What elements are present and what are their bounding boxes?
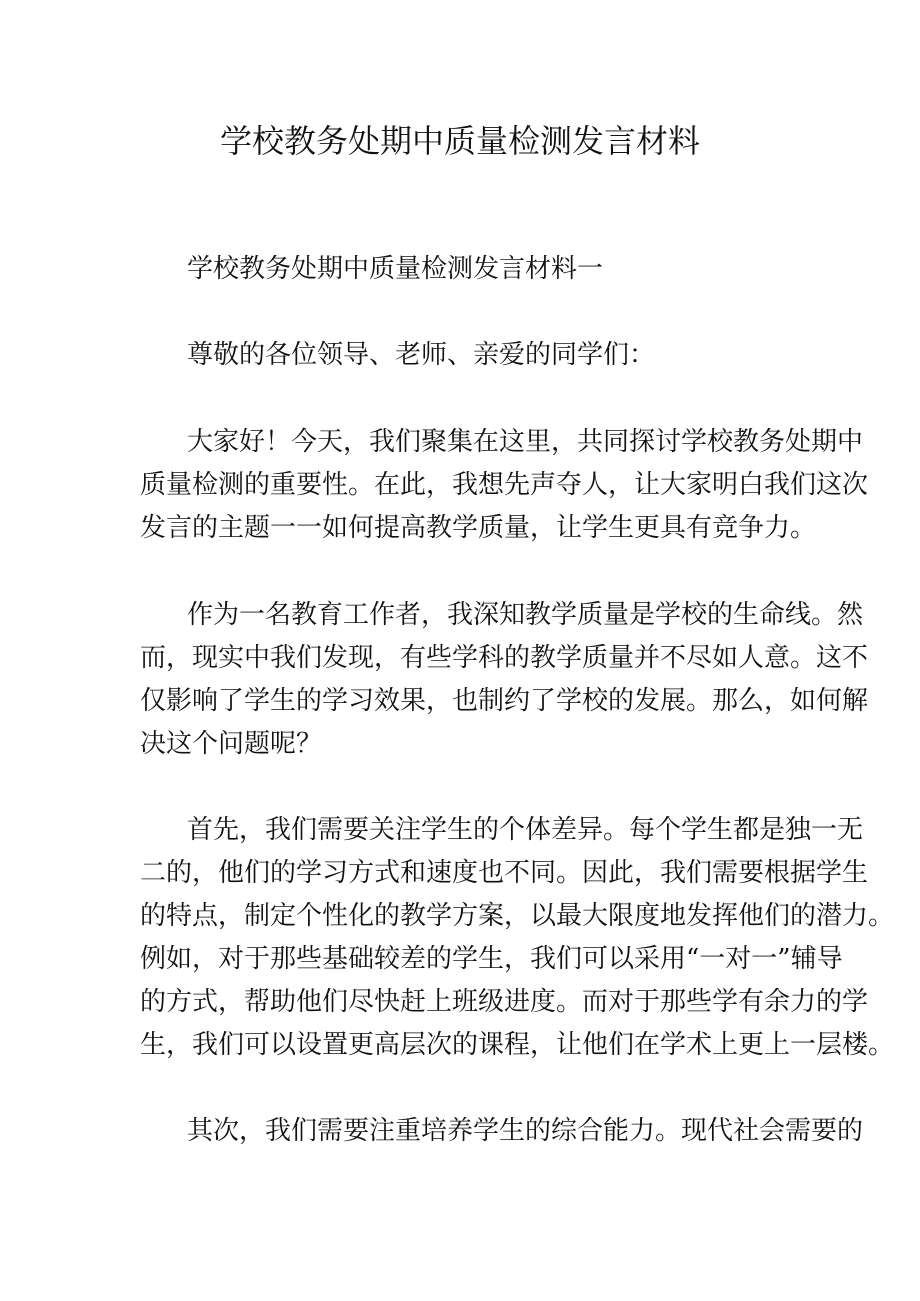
text-line: 的方式，帮助他们尽快赶上班级进度。而对于那些学有余力的学 [140, 987, 869, 1017]
paragraph-intro [140, 421, 869, 550]
text-line: 作为一名教育工作者，我深知教学质量是学校的生命线。然 [187, 600, 864, 630]
text-line: 其次，我们需要注重培养学生的综合能力。现代社会需要的 [187, 1116, 864, 1146]
text-line: 质量检测的重要性。在此，我想先声夺人，让大家明白我们这次 [140, 470, 869, 500]
paragraph-subtitle [140, 248, 786, 291]
document-title: 学校教务处期中质量检测发言材料 [219, 122, 700, 160]
text-line: 二的，他们的学习方式和速度也不同。因此，我们需要根据学生 [140, 858, 869, 888]
text-line: 首先，我们需要关注学生的个体差异。每个学生都是独一无 [187, 815, 864, 845]
paragraph-first-point [140, 809, 895, 1067]
text-line: 决这个问题呢？ [140, 729, 323, 759]
text-line: 学校教务处期中质量检测发言材料一 [187, 254, 604, 284]
paragraph-greeting [140, 334, 786, 377]
text-line: 仅影响了学生的学习效果，也制约了学校的发展。那么，如何解 [140, 686, 869, 716]
text-line: 尊敬的各位领导、老师、亲爱的同学们： [187, 340, 656, 370]
paragraph-second-point [140, 1110, 864, 1153]
text-line: 例如，对于那些基础较差的学生，我们可以采用“一对一”辅导 [140, 944, 843, 974]
text-line: 而，现实中我们发现，有些学科的教学质量并不尽如人意。这不 [140, 643, 869, 673]
paragraph-problem [140, 594, 869, 766]
text-line: 发言的主题一一如何提高教学质量，让学生更具有竞争力。 [140, 513, 817, 543]
text-line: 的特点，制定个性化的教学方案，以最大限度地发挥他们的潜力。 [140, 901, 895, 931]
text-line: 生，我们可以设置更高层次的课程，让他们在学术上更上一层楼。 [140, 1030, 895, 1060]
text-line: 大家好！今天，我们聚集在这里，共同探讨学校教务处期中 [187, 427, 864, 457]
